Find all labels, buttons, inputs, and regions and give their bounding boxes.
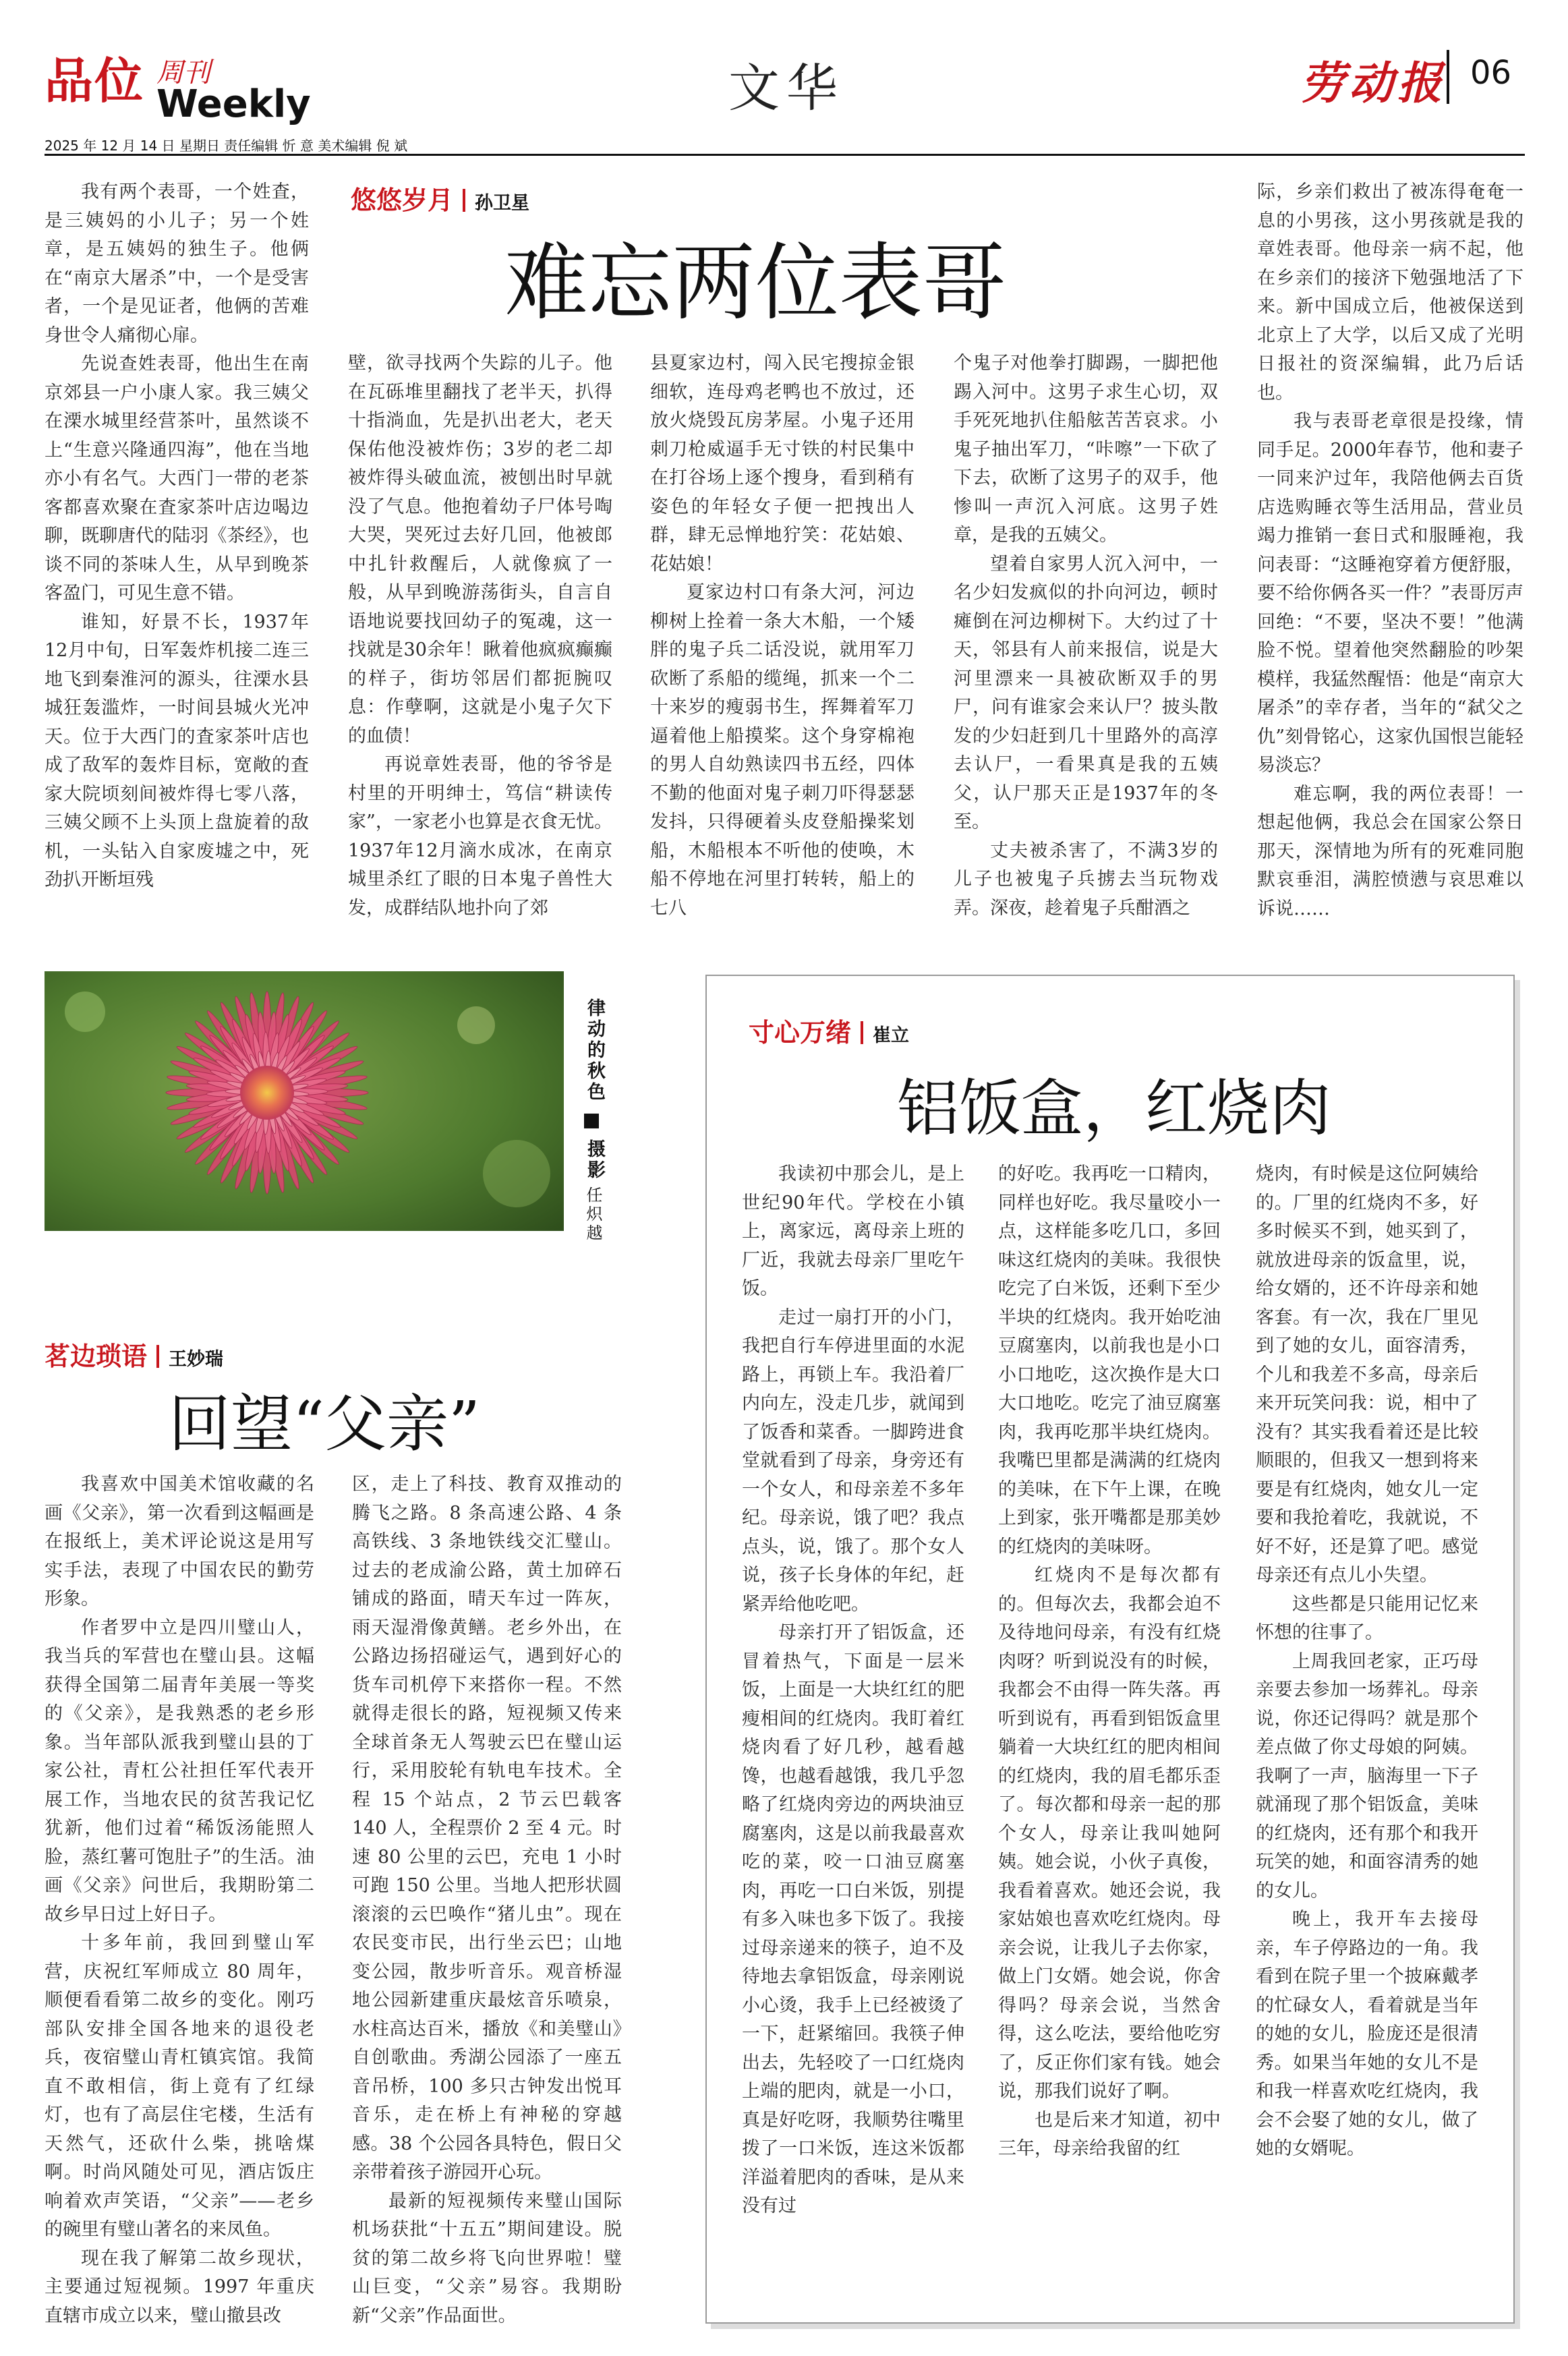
article2-kicker (45, 1335, 223, 1373)
caption-credit-label: 摄影 (584, 1139, 605, 1181)
article3-kicker (749, 1012, 909, 1049)
page-number: 06 (1470, 54, 1512, 92)
paragraph: 我有两个表哥，一个姓査，是三姨妈的小儿子；另一个姓章，是五姨妈的独生子。他俩在“南京大屠杀”中，一个是受害者，一个是见证者，他俩的苦难身世令人痛彻心扉。 (45, 181, 309, 346)
article2-column-2 (352, 1470, 622, 2324)
page-number-divider (1447, 50, 1449, 104)
brand-zhoukan: 周刊 (156, 57, 210, 88)
paragraph: 夏家边村口有条大河，河边柳树上拴着一条大木船，一个矮胖的鬼子兵二话没说，就用军刀砍断了系船的缆绳，抓来一个二十来岁的瘦弱书生，挥舞着军刀逼着他上船摸桨。这个身穿棉袍的男人自幼熟读四书五经，四体不勤的他面对鬼子刺刀吓得瑟瑟发抖，只得硬着头皮登船操桨划船，木船根本不听他的使唤，木船不停地在河里打转转，船上的七八 (650, 582, 914, 919)
caption-title: 律动的秋色 (584, 998, 605, 1103)
photo-caption (581, 998, 608, 1243)
article1-column-4 (954, 349, 1218, 919)
paragraph: 我读初中那会儿，是上世纪90年代。学校在小镇上，离家远，离母亲上班的厂近，我就去母亲厂里吃午饭。 (742, 1163, 964, 1299)
caption-square (584, 1114, 599, 1128)
paragraph: 晚上，我开车去接母亲，车子停路边的一角。我看到在院子里一个披麻戴孝的忙碌女人，看着就是当年的她的女儿，脸庞还是很清秀。如果当年她的女儿不是和我一样喜欢吃红烧肉，我会不会娶了她的女儿，做了她的女婿呢。 (1256, 1909, 1478, 2159)
brand-logo: 品位 (45, 53, 145, 109)
paragraph: 壁，欲寻找两个失踪的儿子。他在瓦砾堆里翻找了老半天，扒得十指淌血，先是扒出老大，老天保佑他没被炸伤；3岁的老二却被炸得头破血流，被刨出时早就没了气息。他抱着幼子尸体号啕大哭，哭死过去好几回，他被郎中扎针救醒后，人就像疯了一般，从早到晚游荡街头，自言自语地说要找回幼子的冤魂，这一找就是30余年！瞅着他疯疯癫癫的样子，街坊邻居们都扼腕叹息：作孽啊，这就是小鬼子欠下的血债！ (348, 353, 612, 747)
article1-column-1 (45, 178, 309, 907)
article2-column-1 (45, 1470, 314, 2324)
article3-column-name: 寸心万绪 (749, 1018, 852, 1047)
paragraph: 现在我了解第二故乡现状，主要通过短视频。1997 年重庆直辖市成立以来，璧山撤县改 (45, 2247, 314, 2326)
brand-weekly: Weekly (156, 82, 311, 126)
paragraph: 望着自家男人沉入河中，一名少妇发疯似的扑向河边，顿时瘫倒在河边柳树下。大约过了十天，邻县有人前来报信，说是大河里漂来一具被砍断双手的男尸，问有谁家会来认尸？披头散发的少妇赶到几十里路外的高淳去认尸，一看果真是我的五姨父，认尸那天正是1937年的冬至。 (954, 553, 1218, 832)
article1-column-name: 悠悠岁月 (351, 185, 454, 215)
chrysanthemum-photo (45, 971, 564, 1231)
article2-title: 回望“父亲” (169, 1388, 481, 1460)
paragraph: 我喜欢中国美术馆收藏的名画《父亲》，第一次看到这幅画是在报纸上，美术评论说这是用写实手法，表现了中国农民的勤劳形象。 (45, 1474, 314, 1609)
article1-kicker (351, 179, 529, 217)
paragraph: 这些都是只能用记忆来怀想的往事了。 (1256, 1593, 1478, 1643)
article1-column-2 (348, 349, 612, 919)
paragraph: 县夏家边村，闯入民宅搜掠金银细软，连母鸡老鸭也不放过，还放火烧毁瓦房茅屋。小鬼子还用刺刀枪威逼手无寸铁的村民集中在打谷场上逐个搜身，看到稍有姿色的年轻女子便一把拽出人群，肆无忌惮地狞笑：花姑娘、花姑娘！ (650, 353, 914, 575)
article3-column-1 (742, 1160, 964, 2253)
article3-title: 铝饭盒，红烧肉 (897, 1072, 1332, 1145)
newspaper-logo: 劳动报 (1300, 57, 1446, 109)
caption-credit-name: 任炽越 (583, 1186, 602, 1243)
article1-author: 孙卫星 (475, 193, 530, 214)
section-title: 文华 (728, 58, 844, 118)
paragraph: 再说章姓表哥，他的爷爷是村里的开明绅士，笃信“耕读传家”，一家老小也算是衣食无忧。1937年12月滴水成冰，在南京城里杀红了眼的日本鬼子兽性大发，成群结队地扑向了郊 (348, 754, 612, 919)
paragraph: 烧肉，有时候是这位阿姨给的。厂里的红烧肉不多，好多时候买不到，她买到了，就放进母亲的饭盒里，说，给女婿的，还不许母亲和她客套。有一次，我在厂里见到了她的女儿，面容清秀，个儿和我差不多高，母亲后来开玩笑问我：说，相中了没有？其实我看着还是比较顺眼的，但我又一想到将来要是有红烧肉，她女儿一定要和我抢着吃，我就说，不好不好，还是算了吧。感觉母亲还有点儿小失望。 (1256, 1163, 1478, 1586)
paragraph: 谁知，好景不长，1937年12月中旬，日军轰炸机接二连三地飞到秦淮河的源头，往溧水县城狂轰滥炸，一时间县城火光冲天。位于大西门的査家茶叶店也成了敌军的轰炸目标，宽敞的査家大院顷刻间被炸得七零八落，三姨父顾不上头顶上盘旋着的敌机，一头钻入自家废墟之中，死劲扒开断垣残 (45, 611, 309, 890)
paragraph: 最新的短视频传来璧山国际机场获批“十五五”期间建设。脱贫的第二故乡将飞向世界啦！璧山巨变，“父亲”易容。我期盼新“父亲”作品面世。 (352, 2190, 622, 2326)
paragraph: 个鬼子对他拳打脚踢，一脚把他踢入河中。这男子求生心切，双手死死地扒住船舷苦苦哀求。小鬼子抽出军刀，“咔嚓”一下砍了下去，砍断了这男子的双手，他惨叫一声沉入河底。这男子姓章，是我的五姨父。 (954, 353, 1218, 546)
paragraph: 我与表哥老章很是投缘，情同手足。2000年春节，他和妻子一同来沪过年，我陪他俩去百货店选购睡衣等生活用品，营业员竭力推销一套日式和服睡袍，我问表哥：“这睡袍穿着方便舒服，要不给你俩各买一件？”表哥厉声回绝：“不要，坚决不要！”他满脸不悦。望着他突然翻脸的吵架模样，我猛然醒悟：他是“南京大屠杀”的幸存者，当年的“弑父之仇”刻骨铭心，这家仇国恨岂能轻易淡忘？ (1257, 411, 1523, 776)
paragraph: 区，走上了科技、教育双推动的腾飞之路。8 条高速公路、4 条高铁线、3 条地铁线交汇璧山。过去的老成渝公路，黄土加碎石铺成的路面，晴天车过一阵灰，雨天湿滑像黄鳝。老乡外出，在公路边扬招碰运气，遇到好心的货车司机停下来搭你一程。不然就得走很长的路，短视频又传来全球首条无人驾驶云巴在璧山运行，采用胶轮有轨电车技术。全程 15 个站点，2 节云巴载客 140 人，全程票价 2 至 4 元。时速 80 公里的云巴，充电 1 小时可跑 150 公里。当地人把形状圆滚滚的云巴唤作“猪儿虫”。现在农民变市民，出行坐云巴；山地变公园，散步听音乐。观音桥湿地公园新建重庆最炫音乐喷泉，水柱高达百米，播放《和美璧山》自创歌曲。秀湖公园添了一座五音吊桥，100 多只古钟发出悦耳音乐，走在桥上有神秘的穿越感。38 个公园各具特色，假日父亲带着孩子游园开心玩。 (352, 1474, 622, 2183)
kicker-bar (861, 1021, 863, 1044)
paragraph: 作者罗中立是四川璧山人，我当兵的军营也在璧山县。这幅获得全国第二届青年美展一等奖的《父亲》，是我熟悉的老乡形象。当年部队派我到璧山县的丁家公社，青杠公社担任军代表开展工作，当地农民的贫苦我记忆犹新，他们过着“稀饭汤能照人脸，蒸红薯可饱肚子”的生活。油画《父亲》问世后，我期盼第二故乡早日过上好日子。 (45, 1617, 314, 1925)
paragraph: 红烧肉不是每次都有的。但每次去，我都会迫不及待地问母亲，有没有红烧肉呀？听到说没有的时候，我都会不由得一阵失落。再听到说有，再看到铝饭盒里躺着一大块红红的肥肉相间的红烧肉，我的眉毛都乐歪了。每次都和母亲一起的那个女人，母亲让我叫她阿姨。她会说，小伙子真俊，我看着喜欢。她还会说，我家姑娘也喜欢吃红烧肉。母亲会说，让我儿子去你家，做上门女婿。她会说，你舍得吗？母亲会说，当然舍得，这么吃法，要给他吃穷了，反正你们家有钱。她会说，那我们说好了啊。 (998, 1565, 1221, 2102)
dateline: 2025 年 12 月 14 日 星期日 责任编辑 忻 意 美术编辑 倪 斌 (45, 138, 408, 154)
flower-image (45, 971, 564, 1231)
kicker-bar (463, 189, 465, 212)
paragraph: 也是后来才知道，初中三年，母亲给我留的红 (998, 2109, 1221, 2159)
article1-title: 难忘两位表哥 (504, 235, 1007, 332)
paragraph: 走过一扇打开的小门，我把自行车停进里面的水泥路上，再锁上车。我沿着厂内向左，没走几步，就闻到了饭香和菜香。一脚跨进食堂就看到了母亲，身旁还有一个女人，和母亲差不多年纪。母亲说，饿了吧？我点点头，说，饿了。那个女人说，孩子长身体的年纪，赶紧弄给他吃吧。 (742, 1306, 964, 1615)
article1-column-3 (650, 349, 914, 919)
paragraph: 丈夫被杀害了，不满3岁的儿子也被鬼子兵掳去当玩物戏弄。深夜，趁着鬼子兵酣酒之 (954, 840, 1218, 919)
paragraph: 十多年前，我回到璧山军营，庆祝红军师成立 80 周年，顺便看看第二故乡的变化。刚巧部队安排全国各地来的退役老兵，夜宿璧山青杠镇宾馆。我简直不敢相信，街上竟有了红绿灯，也有了高层住宅楼，生活有天然气，还砍什么柴，挑啥煤啊。时尚风随处可见，酒店饭庄响着欢声笑语，“父亲”——老乡的碗里有璧山著名的来凤鱼。 (45, 1932, 314, 2240)
header-rule (45, 154, 1525, 156)
kicker-bar (156, 1345, 159, 1368)
paragraph: 际，乡亲们救出了被冻得奄奄一息的小男孩，这小男孩就是我的章姓表哥。他母亲一病不起，他在乡亲们的接济下勉强地活了下来。新中国成立后，他被保送到北京上了大学，以后又成了光明日报社的资深编辑，此乃后话也。 (1257, 181, 1523, 403)
paragraph: 先说查姓表哥，他出生在南京郊县一户小康人家。我三姨父在溧水城里经营茶叶，虽然谈不上“生意兴隆通四海”，他在当地亦小有名气。大西门一带的老茶客都喜欢聚在査家茶叶店边喝边聊，既聊唐代的陆羽《茶经》，也谈不同的茶味人生，从早到晚茶客盈门，可见生意不错。 (45, 353, 309, 604)
paragraph: 的好吃。我再吃一口精肉，同样也好吃。我尽量咬小一点，这样能多吃几口，多回味这红烧肉的美味。我很快吃完了白米饭，还剩下至少半块的红烧肉。我开始吃油豆腐塞肉，以前我也是小口小口地吃，这次换作是大口大口地吃。吃完了油豆腐塞肉，我再吃那半块红烧肉。我嘴巴里都是满满的红烧肉的美味，在下午上课，在晚上到家，张开嘴都是那美妙的红烧肉的美味呀。 (998, 1163, 1221, 1557)
article2-author: 王妙瑞 (169, 1349, 224, 1370)
article3-column-2 (998, 1160, 1221, 2253)
paragraph: 母亲打开了铝饭盒，还冒着热气，下面是一层米饭，上面是一大块红红的肥瘦相间的红烧肉。我盯着红烧肉看了好几秒，越看越馋，也越看越饿，我几乎忽略了红烧肉旁边的两块油豆腐塞肉，这是以前我最喜欢吃的菜，咬一口油豆腐塞肉，再吃一口白米饭，别提有多入味也多下饭了。我接过母亲递来的筷子，迫不及待地去拿铝饭盒，母亲刚说小心烫，我手上已经被烫了一下，赶紧缩回。我筷子伸出去，先轻咬了一口红烧肉上端的肥肉，就是一小口，真是好吃呀，我顺势往嘴里拨了一口米饭，连这米饭都洋溢着肥肉的香味，是从来没有过 (742, 1622, 964, 2216)
article3-author: 崔立 (873, 1025, 910, 1046)
article3-column-3 (1256, 1160, 1478, 2253)
paragraph: 上周我回老家，正巧母亲要去参加一场葬礼。母亲说，你还记得吗？就是那个差点做了你丈母娘的阿姨。我啊了一声，脑海里一下子就涌现了那个铝饭盒，美味的红烧肉，还有那个和我开玩笑的她，和面容清秀的她的女儿。 (1256, 1650, 1478, 1901)
paragraph: 难忘啊，我的两位表哥！一想起他俩，我总会在国家公祭日那天，深情地为所有的死难同胞默哀垂泪，满腔愤懑与哀思难以诉说…… (1257, 783, 1523, 919)
article1-column-5 (1257, 178, 1523, 919)
article2-column-name: 茗边琐语 (45, 1342, 148, 1371)
